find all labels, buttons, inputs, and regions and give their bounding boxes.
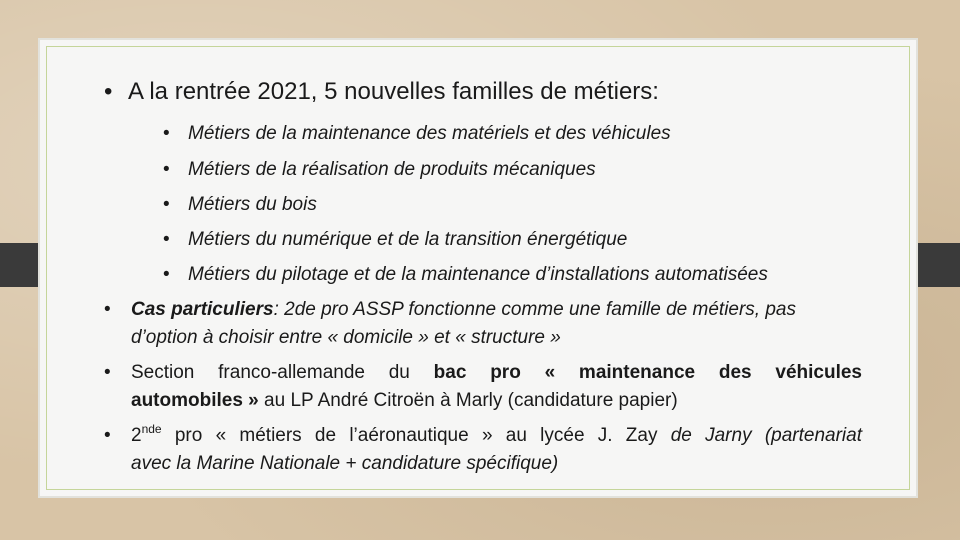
bullet-icon: •	[163, 264, 170, 285]
section-bold-label: bac pro « maintenance des véhicules	[433, 362, 862, 383]
aero-number: 2	[131, 425, 142, 446]
bullet-icon: •	[163, 194, 170, 215]
aero-line-1	[131, 422, 862, 447]
section-line-1	[131, 362, 862, 384]
cas-text: : 2de pro ASSP fonctionne comme une famille de métiers, pas	[273, 299, 796, 320]
bullet-icon: •	[104, 362, 111, 383]
cas-bold-label: Cas particuliers	[131, 299, 274, 320]
family-label: Métiers du bois	[188, 194, 317, 215]
bullet-icon: •	[163, 229, 170, 250]
bullet-icon: •	[163, 159, 170, 180]
bullet-icon: •	[163, 123, 170, 144]
cas-line-1	[131, 299, 796, 321]
bullet-icon: •	[104, 299, 111, 320]
aero-italic-text: de Jarny (partenariat	[670, 425, 862, 446]
aero-text: pro « métiers de l’aéronautique » au lycée J. Zay	[161, 425, 671, 446]
bullet-icon: •	[104, 78, 113, 105]
section-text-2: au LP André Citroën à Marly (candidature papier)	[258, 390, 678, 411]
family-label: Métiers du numérique et de la transition énergétique	[188, 229, 628, 250]
cas-line-2: d’option à choisir entre « domicile » et « structure »	[131, 327, 561, 348]
section-text: Section franco-allemande du	[131, 362, 434, 383]
bullet-icon: •	[104, 425, 111, 446]
section-bold-label-2: automobiles »	[131, 390, 259, 411]
aero-line-2: avec la Marine Nationale + candidature spécifique)	[131, 453, 559, 474]
family-label: Métiers de la maintenance des matériels et des véhicules	[188, 123, 671, 144]
family-label: Métiers de la réalisation de produits mécaniques	[188, 159, 596, 180]
section-line-2	[131, 390, 678, 412]
title-text: A la rentrée 2021, 5 nouvelles familles de métiers:	[128, 78, 659, 105]
family-label: Métiers du pilotage et de la maintenance d’installations automatisées	[188, 264, 768, 285]
aero-superscript: nde	[141, 422, 162, 436]
